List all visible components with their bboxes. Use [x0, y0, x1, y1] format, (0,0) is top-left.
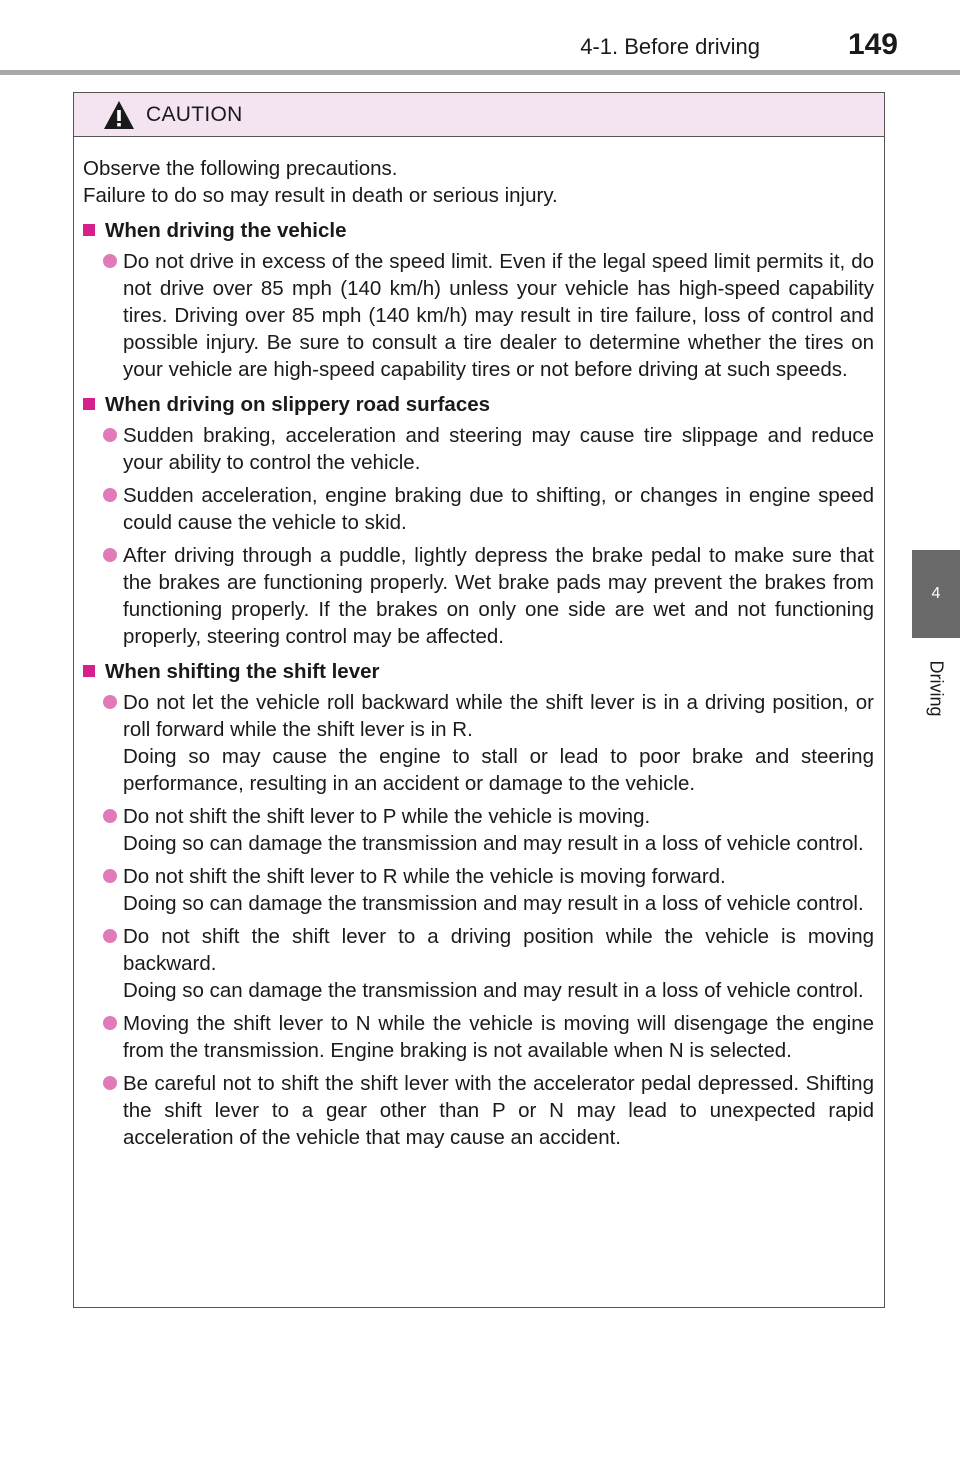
bullet-item: [83, 923, 874, 1004]
round-bullet-icon: [103, 428, 117, 442]
square-bullet-icon: [83, 665, 95, 677]
bullet-item: [83, 689, 874, 797]
bullet-paragraph: Sudden acceleration, engine braking due to shifting, or changes in engine speed could cause the vehicle to skid.: [123, 484, 874, 534]
bullet-text: [123, 689, 874, 797]
bullet-paragraph: After driving through a puddle, lightly depress the brake pedal to make sure that the brakes are functioning properly. Wet brake pads may prevent the brakes from functioning properly. If the brakes on only one side are wet and not functioning properly, steering control may be affected.: [123, 544, 874, 648]
round-bullet-icon: [103, 929, 117, 943]
bullet-paragraph: Doing so may cause the engine to stall or lead to poor brake and steering performance, resulting in an accident or damage to the vehicle.: [123, 745, 874, 795]
chapter-tab: [912, 550, 960, 638]
caution-body: [74, 137, 884, 1151]
warning-triangle-icon: [102, 99, 136, 131]
round-bullet-icon: [103, 809, 117, 823]
bullet-paragraph: Do not shift the shift lever to a driving position while the vehicle is moving backward.: [123, 925, 874, 975]
round-bullet-icon: [103, 869, 117, 883]
intro-line: Failure to do so may result in death or serious injury.: [83, 184, 558, 207]
bullet-item: [83, 1010, 874, 1064]
bullet-paragraph: Do not drive in excess of the speed limit. Even if the legal speed limit permits it, do not drive over 85 mph (140 km/h) unless your vehicle has high-speed capability tires. Driving over 85 mph (140 km/h) may result in tire failure, loss of control and possible injury. Be sure to consult a tire dealer to determine whether the tires on your vehicle are high-speed capability tires or not before driving at such speeds.: [123, 250, 874, 381]
bullet-paragraph: Do not let the vehicle roll backward while the shift lever is in a driving position, or roll forward while the shift lever is in R.: [123, 691, 874, 741]
caution-intro: [83, 155, 874, 209]
caution-section: [83, 658, 874, 1151]
bullet-item: [83, 482, 874, 536]
chapter-number: 4: [931, 585, 941, 602]
round-bullet-icon: [103, 548, 117, 562]
section-heading-text: When shifting the shift lever: [105, 660, 380, 683]
bullet-paragraph: Do not shift the shift lever to P while the vehicle is moving.: [123, 805, 651, 828]
bullet-text: [123, 1070, 874, 1151]
bullet-paragraph: Be careful not to shift the shift lever with the accelerator pedal depressed. Shifting the shift lever to a gear other than P or N may lead to unexpected rapid acceleration of the vehicle that may cause an accident.: [123, 1072, 874, 1149]
caution-section: [83, 391, 874, 650]
section-heading-text: When driving the vehicle: [105, 219, 347, 242]
bullet-paragraph: Doing so can damage the transmission and may result in a loss of vehicle control.: [123, 832, 864, 855]
page-header: [0, 0, 960, 75]
section-heading: [83, 658, 874, 685]
bullet-paragraph: Doing so can damage the transmission and may result in a loss of vehicle control.: [123, 979, 864, 1002]
bullet-text: [123, 863, 874, 917]
section-heading-text: When driving on slippery road surfaces: [105, 393, 491, 416]
bullet-text: [123, 482, 874, 536]
round-bullet-icon: [103, 1076, 117, 1090]
section-heading: [83, 217, 874, 244]
square-bullet-icon: [83, 224, 95, 236]
section-title: 4-1. Before driving: [580, 34, 760, 59]
bullet-paragraph: Doing so can damage the transmission and may result in a loss of vehicle control.: [123, 892, 864, 915]
bullet-text: [123, 248, 874, 383]
bullet-paragraph: Sudden braking, acceleration and steering may cause tire slippage and reduce your ability to control the vehicle.: [123, 424, 874, 474]
round-bullet-icon: [103, 254, 117, 268]
bullet-item: [83, 1070, 874, 1151]
bullet-item: [83, 248, 874, 383]
bullet-paragraph: Do not shift the shift lever to R while the vehicle is moving forward.: [123, 865, 726, 888]
caution-section: [83, 217, 874, 383]
bullet-paragraph: Moving the shift lever to N while the vehicle is moving will disengage the engine from the transmission. Engine braking is not available when N is selected.: [123, 1012, 874, 1062]
bullet-item: [83, 422, 874, 476]
bullet-text: [123, 542, 874, 650]
caution-box: [73, 92, 885, 1308]
bullet-text: [123, 803, 874, 857]
bullet-text: [123, 923, 874, 1004]
caution-title: CAUTION: [146, 102, 243, 126]
page-number: 149: [847, 28, 898, 61]
chapter-label-text: Driving: [926, 659, 947, 717]
intro-line: Observe the following precautions.: [83, 157, 398, 180]
chapter-label: [912, 638, 960, 738]
bullet-item: [83, 803, 874, 857]
square-bullet-icon: [83, 398, 95, 410]
caution-header: [74, 93, 884, 137]
header-divider: [0, 70, 960, 75]
bullet-item: [83, 863, 874, 917]
bullet-item: [83, 542, 874, 650]
bullet-text: [123, 1010, 874, 1064]
bullet-text: [123, 422, 874, 476]
round-bullet-icon: [103, 488, 117, 502]
section-heading: [83, 391, 874, 418]
round-bullet-icon: [103, 695, 117, 709]
round-bullet-icon: [103, 1016, 117, 1030]
